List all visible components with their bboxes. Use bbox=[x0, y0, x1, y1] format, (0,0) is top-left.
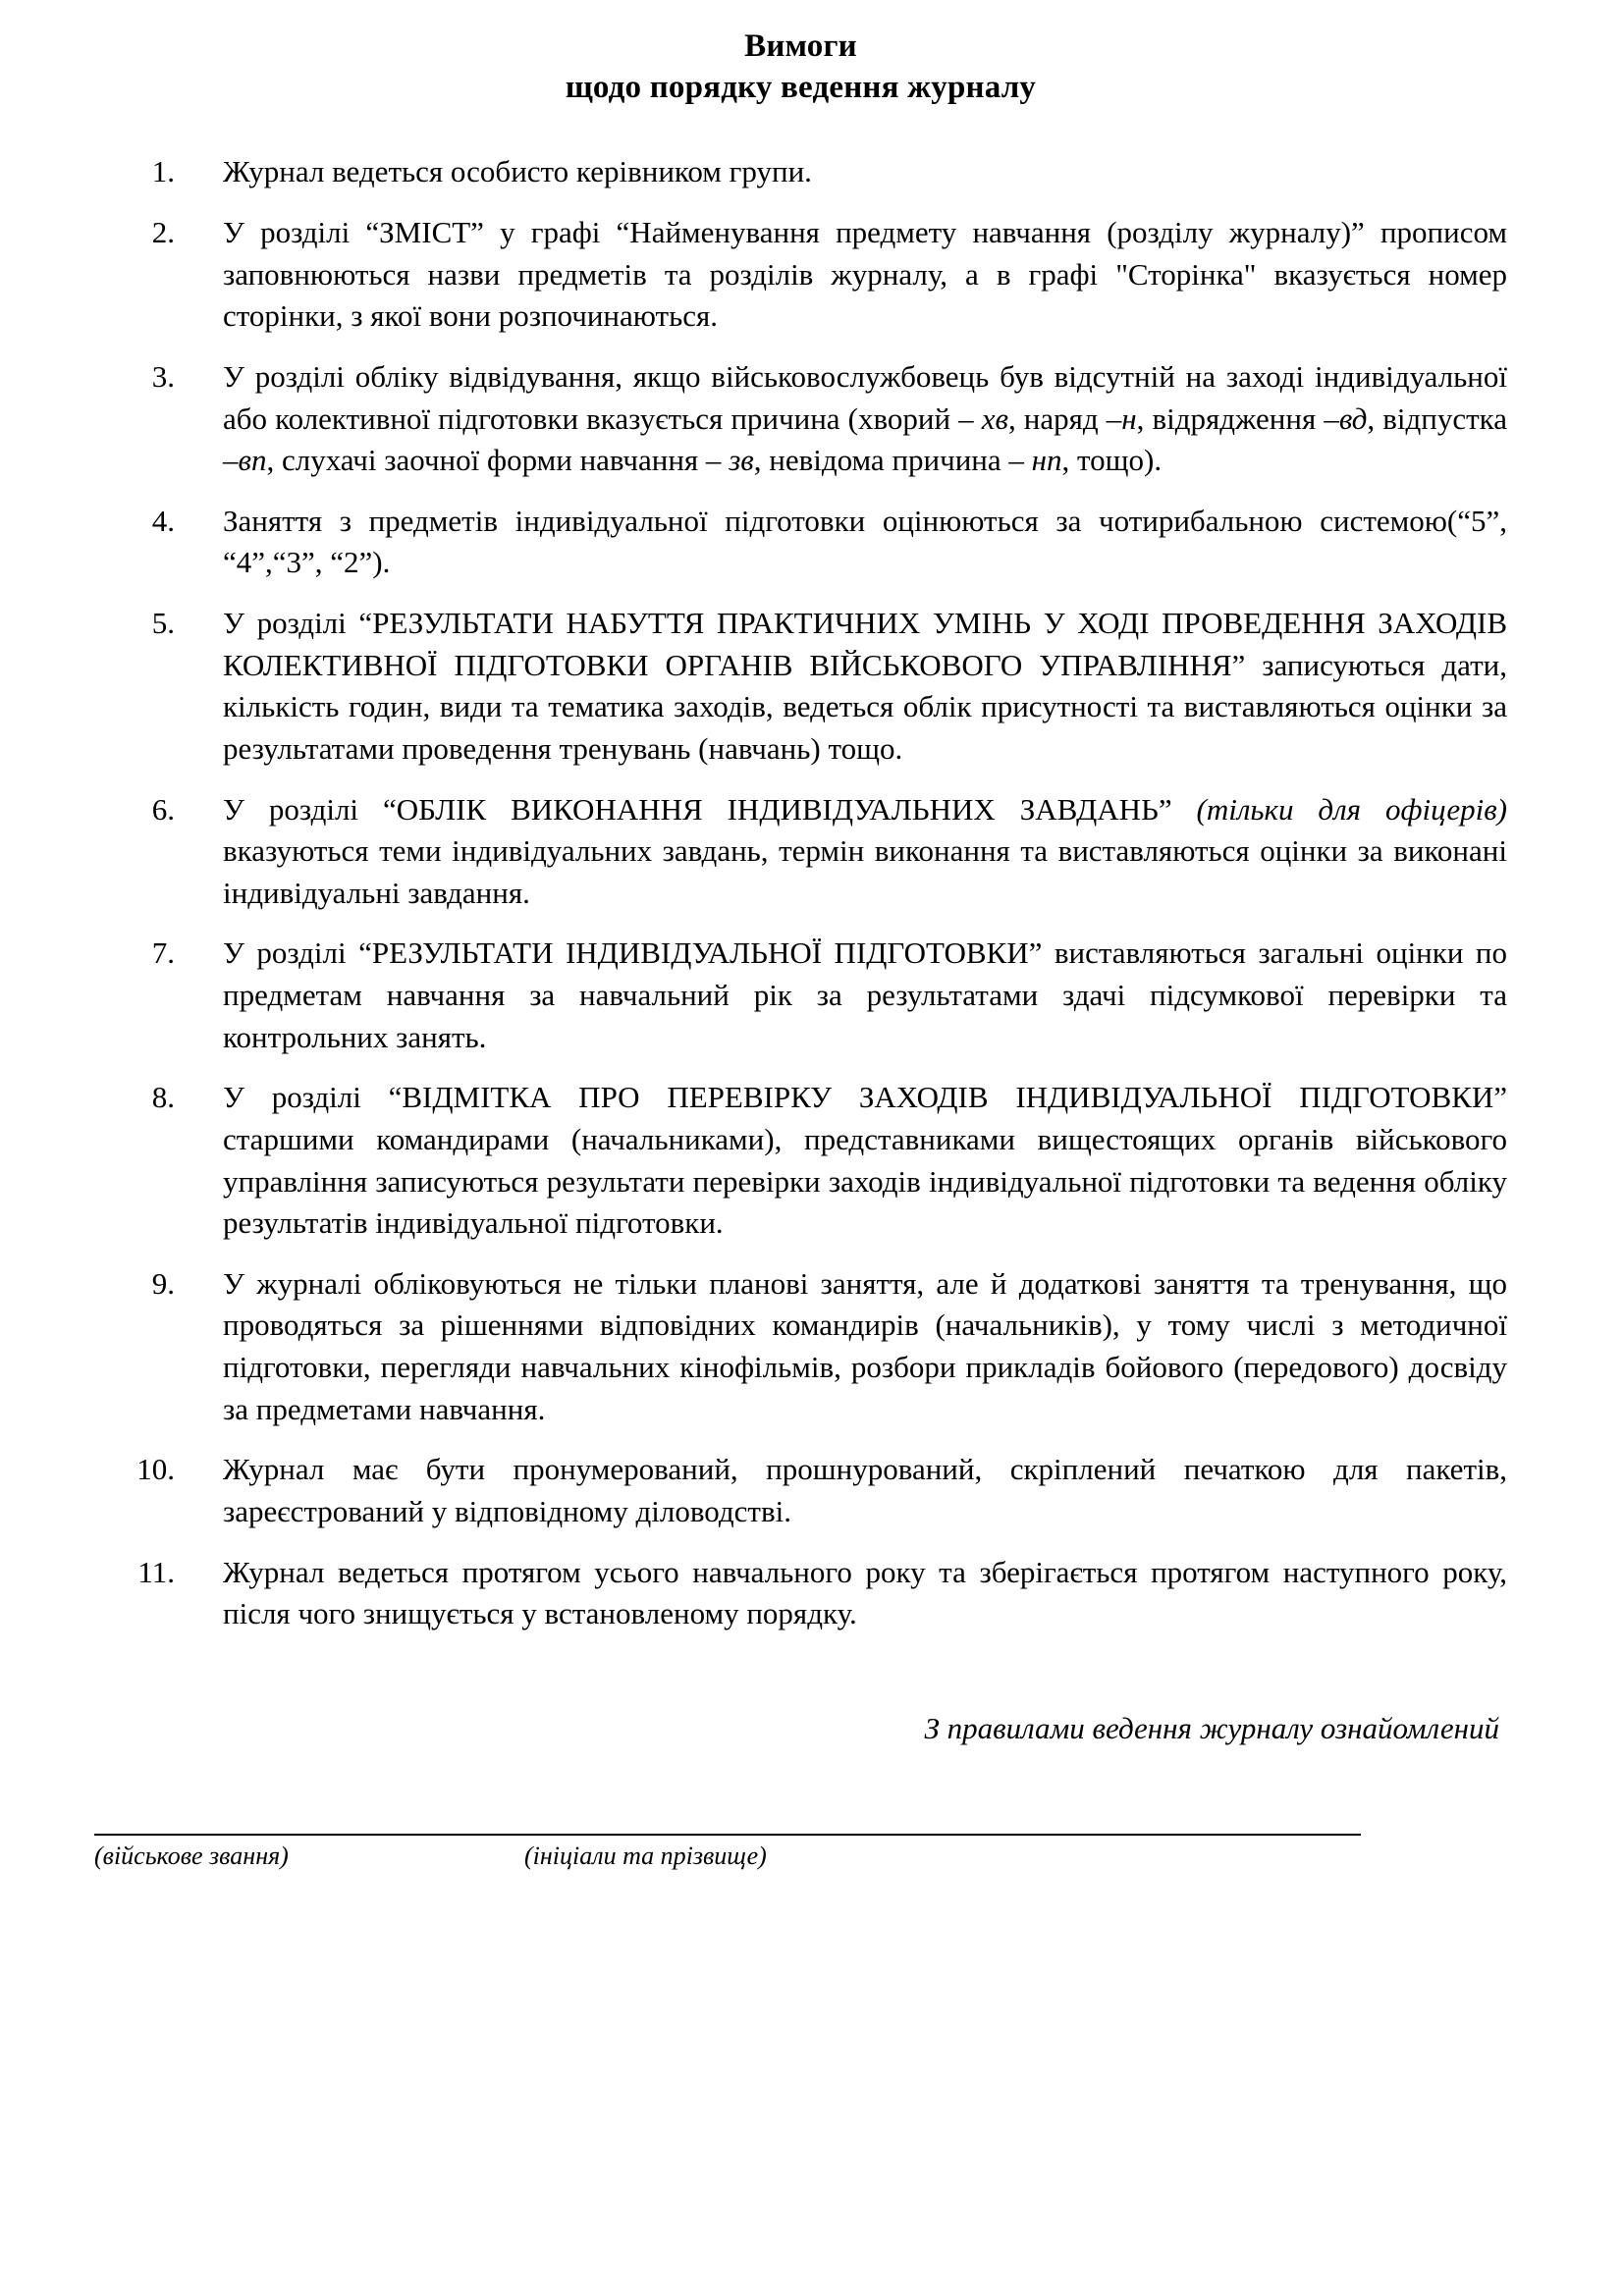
caption-rank: (військове звання) bbox=[94, 1842, 289, 1871]
caption-name: (ініціали та прізвище) bbox=[524, 1842, 767, 1871]
rule-text-run: У розділі “ОБЛІК ВИКОНАННЯ ІНДИВІДУАЛЬНИХ ЗАВДАНЬ” bbox=[223, 791, 1197, 827]
signature-captions bbox=[94, 1840, 1507, 1879]
rule-text: У розділі “ЗМІСТ” у графі “Найменування предмету навчання (розділу журналу)” прописом заповнюються назви предметів та розділів журналу, а в графі "Сторінка" вказується номер сторінки, з якої вони розпочинаються. bbox=[223, 215, 1507, 334]
rule-number: 4. bbox=[151, 503, 175, 538]
rule-text-run: , тощо). bbox=[1061, 443, 1163, 478]
rule-number: 2. bbox=[151, 215, 175, 250]
rule-number: 7. bbox=[151, 935, 175, 971]
rule-text-run: , наряд bbox=[1007, 400, 1107, 436]
rule-item bbox=[94, 1449, 1507, 1532]
title-line-2: щодо порядку ведення журналу bbox=[565, 70, 1037, 106]
rule-emphasis: хв bbox=[981, 400, 1008, 436]
rule-item bbox=[94, 212, 1507, 338]
rule-text bbox=[175, 356, 1507, 482]
rule-emphasis: –вд bbox=[1324, 400, 1368, 436]
rule-text bbox=[175, 789, 1507, 915]
rule-item bbox=[94, 789, 1507, 915]
title-line-1: Вимоги bbox=[744, 28, 857, 64]
rule-item bbox=[94, 933, 1507, 1058]
rule-text-run: вказуються теми індивідуальних завдань, термін виконання та виставляються оцінки за виконані індивідуальні завдання. bbox=[223, 833, 1507, 910]
rule-number: 11. bbox=[137, 1554, 175, 1589]
rule-number: 6. bbox=[151, 791, 175, 827]
rule-text-run: , слухачі заочної форми навчання – bbox=[266, 443, 730, 478]
acknowledgement-line: З правилами ведення журналу ознайомлений bbox=[924, 1710, 1499, 1745]
rule-item bbox=[94, 1263, 1507, 1431]
rule-number: 5. bbox=[151, 606, 175, 641]
rule-text: У розділі “РЕЗУЛЬТАТИ НАБУТТЯ ПРАКТИЧНИХ УМІНЬ У ХОДІ ПРОВЕДЕННЯ ЗАХОДІВ КОЛЕКТИВНОЇ ПІДГОТОВКИ ОРГАНІВ ВІЙСЬКОВОГО УПРАВЛІННЯ” записуються дати, кількість годин, види та тематика заходів, ведеться облік присутності та виставляються оцінки за результатами проведення тренувань (навчань) тощо. bbox=[223, 606, 1507, 766]
signature-area bbox=[94, 1834, 1507, 1879]
rule-emphasis: зв bbox=[729, 443, 754, 478]
rule-item bbox=[94, 603, 1507, 771]
rule-number: 9. bbox=[151, 1265, 175, 1301]
page-title bbox=[94, 26, 1507, 108]
rule-text-run: , відпустка bbox=[1367, 400, 1507, 436]
rule-emphasis: (тільки для офіцерів) bbox=[1196, 791, 1507, 827]
rule-text-run: У розділі обліку відвідування, якщо військовослужбовець був відсутній на заході індивідуальної або колективної підготовки вказується причина (хворий – bbox=[223, 358, 1507, 436]
rule-text: Журнал має бути пронумерований, прошнурований, скріплений печаткою для пакетів, зареєстрований у відповідному діловодстві. bbox=[223, 1452, 1507, 1528]
rule-emphasis: –вп bbox=[223, 443, 267, 478]
rule-text: Журнал ведеться особисто керівником групи. bbox=[223, 154, 812, 189]
rule-number: 10. bbox=[136, 1452, 175, 1487]
rule-item bbox=[94, 1552, 1507, 1635]
rule-item bbox=[94, 1077, 1507, 1245]
rule-text: У розділі “ВІДМІТКА ПРО ПЕРЕВІРКУ ЗАХОДІВ ІНДИВІДУАЛЬНОЇ ПІДГОТОВКИ” старшими командирами (начальниками), представниками вищестоящих органів військового управління записуються результати перевірки заходів індивідуальної підготовки та ведення обліку результатів індивідуальної підготовки. bbox=[223, 1080, 1507, 1241]
requirements-list bbox=[94, 151, 1507, 1634]
rule-emphasis: –н bbox=[1106, 400, 1137, 436]
rule-text: У розділі “РЕЗУЛЬТАТИ ІНДИВІДУАЛЬНОЇ ПІДГОТОВКИ” виставляються загальні оцінки по предметам навчання за навчальний рік за результатами здачі підсумкової перевірки та контрольних занять. bbox=[223, 935, 1507, 1054]
signature-rule bbox=[94, 1834, 1361, 1836]
rule-item bbox=[94, 151, 1507, 193]
rule-number: 8. bbox=[151, 1080, 175, 1115]
rule-text: У журналі обліковуються не тільки планові заняття, але й додаткові заняття та тренування, що проводяться за рішеннями відповідних командирів (начальників), у тому числі з методичної підготовки, перегляди навчальних кінофільмів, розбори прикладів бойового (передового) досвіду за предметами навчання. bbox=[223, 1265, 1507, 1426]
rule-number: 1. bbox=[151, 154, 175, 189]
rule-item bbox=[94, 501, 1507, 584]
rule-text: Заняття з предметів індивідуальної підготовки оцінюються за чотирибальною системою(“5”, “4”,“3”, “2”). bbox=[223, 503, 1507, 580]
rule-text: Журнал ведеться протягом усього навчального року та зберігається протягом наступного року, після чого знищується у встановленому порядку. bbox=[223, 1554, 1507, 1631]
rule-text-run: , відрядження bbox=[1136, 400, 1325, 436]
rule-number: 3. bbox=[151, 358, 175, 394]
rule-text-run: , невідома причина – bbox=[753, 443, 1032, 478]
rule-emphasis: нп bbox=[1031, 443, 1062, 478]
rule-item bbox=[94, 356, 1507, 482]
